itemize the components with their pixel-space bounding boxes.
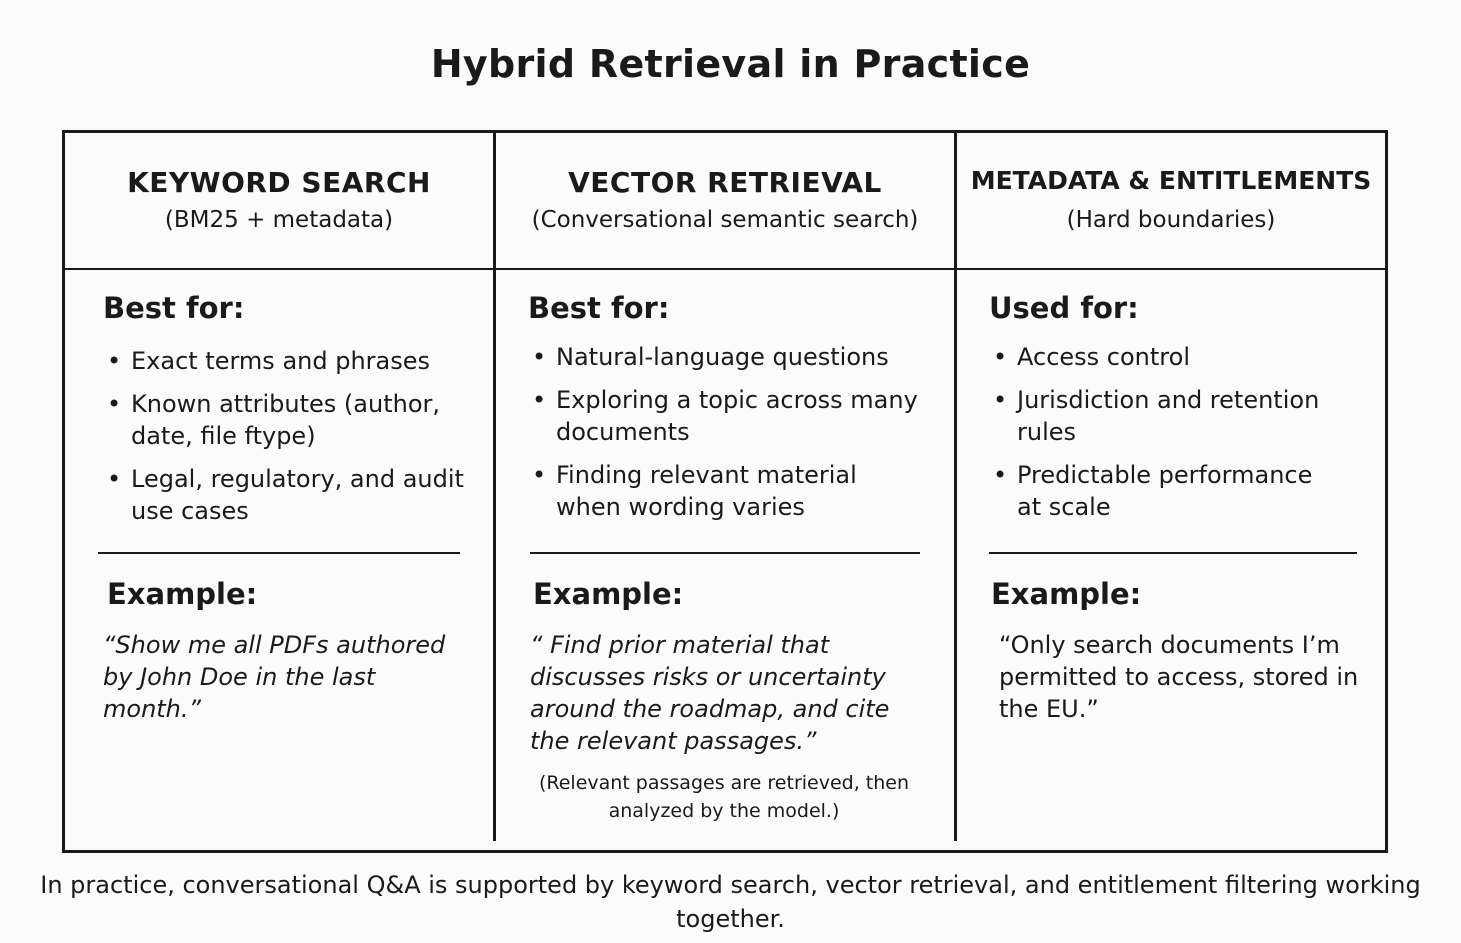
section-label: Best for: <box>103 291 245 325</box>
column-heading: KEYWORD SEARCH <box>127 166 431 199</box>
bullet-list <box>989 341 1329 534</box>
example-quote: “Only search documents I’m permitted to access, stored in the EU.” <box>999 631 1359 723</box>
column-metadata-entitlements <box>957 133 1385 850</box>
example-label: Example: <box>107 577 258 611</box>
section-divider <box>98 552 460 554</box>
list-item: • Exploring a topic across many documents <box>528 384 928 448</box>
example-quote: “Show me all PDFs authored by John Doe in the last month.” <box>103 631 446 723</box>
column-header <box>496 133 954 268</box>
list-item: • Finding relevant material when wording varies <box>528 459 928 523</box>
example-note: (Relevant passages are retrieved, then analyzed by the model.) <box>538 772 910 822</box>
section-label: Best for: <box>528 291 670 325</box>
comparison-table <box>62 130 1388 853</box>
list-item: • Access control <box>989 341 1329 373</box>
example-label: Example: <box>991 577 1142 611</box>
list-item: • Exact terms and phrases <box>103 345 473 377</box>
column-keyword-search <box>65 133 493 850</box>
list-item: • Known attributes (author, date, file ftype) <box>103 388 473 452</box>
column-heading: METADATA & ENTITLEMENTS <box>970 166 1372 195</box>
column-header <box>957 133 1385 268</box>
column-heading: VECTOR RETRIEVAL <box>568 166 882 199</box>
diagram-title: Hybrid Retrieval in Practice <box>430 42 1031 86</box>
bullet-list <box>528 341 928 534</box>
list-item: • Jurisdiction and retention rules <box>989 384 1329 448</box>
section-divider <box>989 552 1357 554</box>
column-subheading: (BM25 + metadata) <box>164 207 394 233</box>
list-item: • Legal, regulatory, and audit use cases <box>103 463 473 527</box>
example-quote: “ Find prior material that discusses risks or uncertainty around the roadmap, and cite the relevant passages.” <box>530 631 890 755</box>
column-subheading: (Hard boundaries) <box>1066 207 1276 233</box>
column-subheading: (Conversational semantic search) <box>531 207 919 233</box>
list-item: • Predictable performance at scale <box>989 459 1329 523</box>
bullet-list <box>103 345 473 538</box>
column-header <box>65 133 493 268</box>
footer-caption: In practice, conversational Q&A is supported by keyword search, vector retrieval, and entitlement filtering working together. <box>40 871 1421 933</box>
example-label: Example: <box>533 577 684 611</box>
section-divider <box>530 552 920 554</box>
section-label: Used for: <box>989 291 1139 325</box>
list-item: • Natural-language questions <box>528 341 928 373</box>
column-vector-retrieval <box>496 133 954 850</box>
